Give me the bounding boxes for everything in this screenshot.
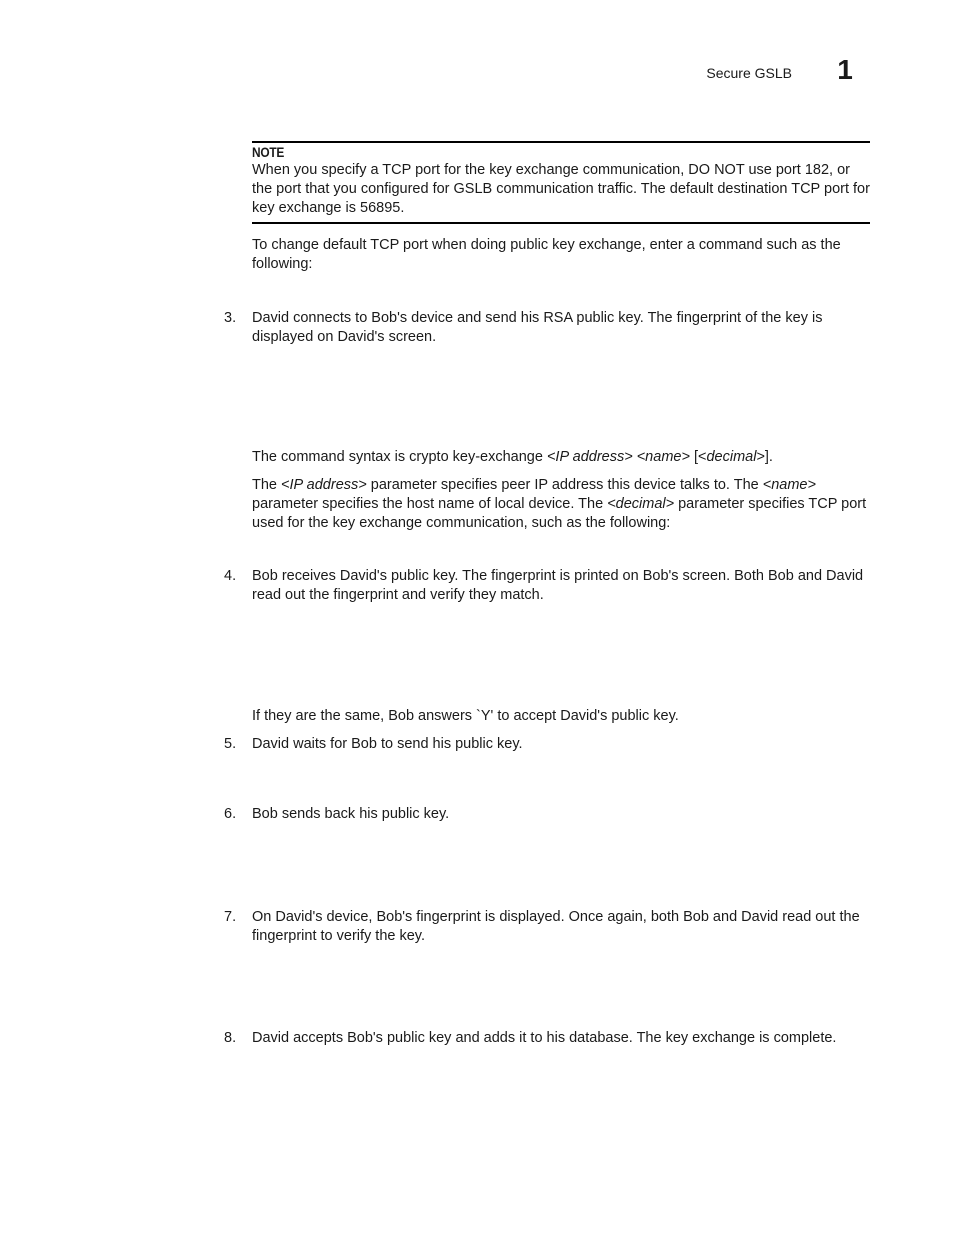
params-text-4: parameter specifies TCP port used for the key exchange communication, such as the following: [252, 496, 867, 531]
step-text: David waits for Bob to send his public key. [252, 736, 523, 752]
step-number: 7. [224, 909, 237, 925]
running-header-section-title: Secure GSLB [706, 65, 792, 81]
note-text: When you specify a TCP port for the key exchange communication, DO NOT use port 182, or the port that you configured for GSLB communication traffic. The default destination TCP port for key exchange is 56895. [252, 162, 870, 216]
step-text: David accepts Bob's public key and adds it to his database. The key exchange is complete. [252, 1030, 837, 1046]
params-paragraph [252, 476, 870, 533]
note-bottom-rule [252, 222, 870, 224]
step-text: Bob receives David's public key. The fingerprint is printed on Bob's screen. Both Bob and David read out the fingerprint and verify they match. [252, 568, 864, 603]
chapter-number: 1 [837, 54, 853, 85]
params-name: <name> [762, 477, 816, 493]
syntax-end: >]. [756, 449, 773, 465]
syntax-paragraph [252, 448, 870, 467]
intro-paragraph: To change default TCP port when doing public key exchange, enter a command such as the following: [252, 237, 841, 272]
params-text-3: parameter specifies the host name of local device. The [252, 496, 608, 512]
params-decimal: <decimal> [607, 496, 675, 512]
accept-paragraph: If they are the same, Bob answers `Y' to accept David's public key. [252, 708, 679, 724]
syntax-ip-param: <IP address> [546, 449, 633, 465]
step-number: 3. [224, 310, 237, 326]
step-number: 8. [224, 1030, 237, 1046]
step-text: David connects to Bob's device and send his RSA public key. The fingerprint of the key is displayed on David's screen. [252, 310, 823, 345]
params-ip: <IP address> [281, 477, 367, 493]
syntax-decimal-param: decimal [706, 449, 757, 465]
note-label: NOTE [252, 144, 285, 160]
syntax-mid: [< [689, 449, 707, 465]
note-top-rule [252, 141, 870, 143]
syntax-name-param: <name> [636, 449, 690, 465]
step-number: 5. [224, 736, 237, 752]
step-text: On David's device, Bob's fingerprint is displayed. Once again, both Bob and David read out the fingerprint to verify the key. [252, 909, 860, 944]
step-number: 4. [224, 568, 237, 584]
step-number: 6. [224, 806, 237, 822]
params-text-2: parameter specifies peer IP address this device talks to. The [366, 477, 763, 493]
step-text: Bob sends back his public key. [252, 806, 450, 822]
params-text-1: The [252, 477, 282, 493]
syntax-prefix: The command syntax is crypto key-exchange [252, 449, 547, 465]
